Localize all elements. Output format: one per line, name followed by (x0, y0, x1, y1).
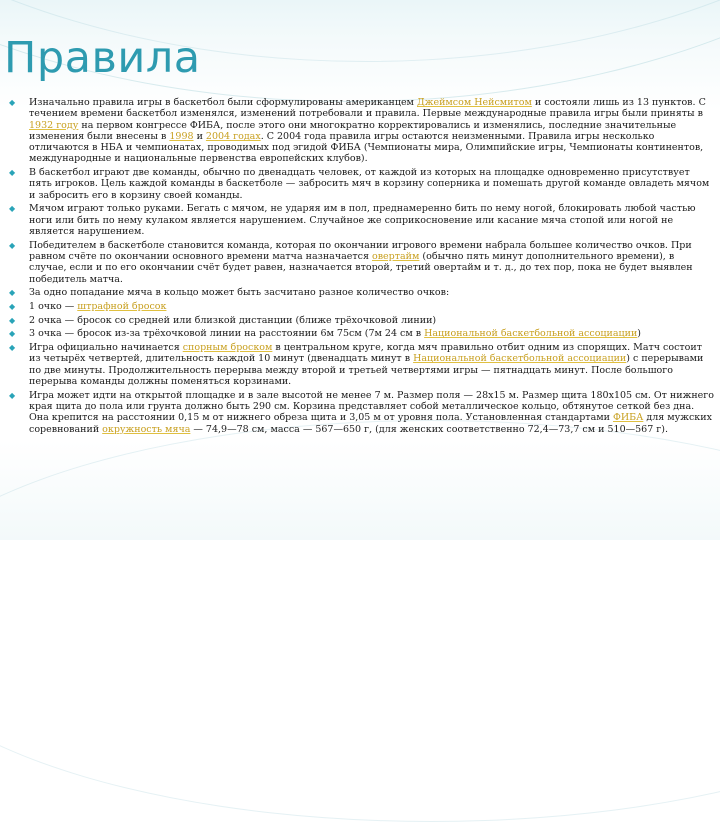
diamond-bullet-icon: ◆ (9, 240, 16, 250)
rule-text: — 74,9—78 см, масса — 567—650 г, (для женских соответственно 72,4—73,7 см и 510—567 г). (190, 423, 668, 435)
rule-text: 3 очка — бросок из-за трёхочковой линии на расстоянии 6м 75см (7м 24 см в (29, 328, 425, 340)
rule-text: Игра официально начинается (29, 342, 183, 354)
rule-text: для мужских соревнований (29, 412, 712, 435)
link-nba[interactable]: Национальной баскетбольной ассоциации (413, 353, 627, 365)
rule-item-two-points (8, 315, 714, 326)
rule-text: Изначально правила игры в баскетбол были сформулированы американцем (29, 97, 417, 108)
diamond-bullet-icon: ◆ (9, 343, 16, 353)
rule-text: Игра может идти на открытой площадке и в зале высотой не менее 7 м. Размер поля — 28х15 м. Размер щита 180х105 см. От нижнего края щита до пола или грунта должно быть 290 см. Корзина представляет собой металлическое кольцо, обтянутое сеткой без дна. Она крепится на расстоянии 0,15 м от нижнего обреза щита и 3,05 м от уровня пола. Установленная стандартами (29, 389, 714, 424)
link-1932[interactable]: 1932 году (29, 119, 79, 131)
link-1998[interactable]: 1998 (169, 130, 194, 142)
rule-text: на первом конгрессе ФИБА, после этого они многократно корректировались и изменялись, последние значительные изменения были внесены в (29, 119, 677, 142)
diamond-bullet-icon: ◆ (9, 315, 16, 325)
rule-text: Мячом играют только руками. Бегать с мячом, не ударяя им в пол, преднамеренно бить по нему ногой, блокировать любой частью ноги или бить по нему кулаком является нарушением. Случайное же соприкосновение или касание мяча стопой или ногой не является нарушением. (29, 203, 696, 238)
rule-item-points (8, 287, 714, 298)
rule-item-one-point (8, 301, 714, 312)
rule-item-game-start (8, 342, 714, 387)
diamond-bullet-icon: ◆ (9, 329, 16, 339)
decorative-arc (0, 420, 720, 822)
rule-item-winner (8, 240, 714, 285)
rules-list (8, 97, 714, 437)
diamond-bullet-icon: ◆ (9, 302, 16, 311)
rule-item-court (8, 390, 714, 435)
rule-text: Победителем в баскетболе становится команда, которая по окончании игрового времени набрала большее количество очков. При равном счёте по окончании основного времени матча назначается (29, 239, 692, 263)
rule-text: В баскетбол играют две команды, обычно по двенадцать человек, от каждой из которых на площадке одновременно присутствует пять игроков. Цель каждой команды в баскетболе — забросить мяч в корзину соперника и помешать другой команде овладеть мячом и забросить его в корзину своей команды. (29, 167, 710, 201)
rule-text: 2 очка — бросок со средней или близкой дистанции (ближе трёхочковой линии) (29, 314, 437, 326)
rule-text: За одно попадание мяча в кольцо может быть засчитано разное количество очков: (29, 287, 450, 299)
link-fiba[interactable]: ФИБА (612, 412, 644, 424)
diamond-bullet-icon: ◆ (9, 168, 16, 178)
link-jump-ball[interactable]: спорным броском (182, 342, 273, 354)
diamond-bullet-icon: ◆ (9, 204, 16, 214)
rule-text: . С 2004 года правила игры остаются неизменными. Правила игры несколько отличаются в НБА и чемпионатах, проводимых под эгидой ФИБА (Чемпионаты мира, Олимпийские игры, Чемпионаты континентов, международные и национальные первенства европейских клубов). (29, 130, 704, 165)
diamond-bullet-icon: ◆ (9, 98, 16, 107)
rule-text: (обычно пять минут дополнительного времени), в случае, если и по его окончании счёт будет равен, назначается второй, третий овертайм и т. д., до тех пор, пока не будет выявлен победитель матча. (29, 251, 693, 285)
link-2004[interactable]: 2004 годах (205, 130, 261, 142)
link-overtime[interactable]: овертайм (371, 251, 420, 263)
rule-text: в центральном круге, когда мяч правильно отбит одним из спорящих. Матч состоит из четырёх четвертей, длительность каждой 10 минут (двенадцать минут в (29, 342, 702, 365)
link-nba[interactable]: Национальной баскетбольной ассоциации (424, 328, 638, 340)
rule-text: ) с перерывами по две минуты. Продолжительность перерыва между второй и третьей четвертями игры — пятнадцать минут. После большого перерыва команды должны поменяться корзинами. (29, 353, 704, 387)
rule-text: 1 очко — (29, 301, 78, 312)
link-ball-circumference[interactable]: окружность мяча (102, 423, 191, 435)
rule-item-teams (8, 167, 714, 201)
rule-text: и состояли лишь из 13 пунктов. С течением времени баскетбол изменялся, изменений потребовали и правила. Первые международные правила игры были приняты в (29, 97, 706, 120)
rule-item-hands (8, 203, 714, 237)
rule-item-history (8, 97, 714, 165)
rule-text: и (193, 130, 206, 142)
diamond-bullet-icon: ◆ (9, 288, 16, 298)
rule-text: ) (637, 328, 642, 340)
slide-title: Правила (4, 33, 201, 83)
link-free-throw[interactable]: штрафной бросок (77, 301, 167, 312)
link-naismith[interactable]: Джеймсом Нейсмитом (416, 97, 532, 108)
rule-item-three-points (8, 328, 714, 339)
diamond-bullet-icon: ◆ (9, 390, 16, 400)
